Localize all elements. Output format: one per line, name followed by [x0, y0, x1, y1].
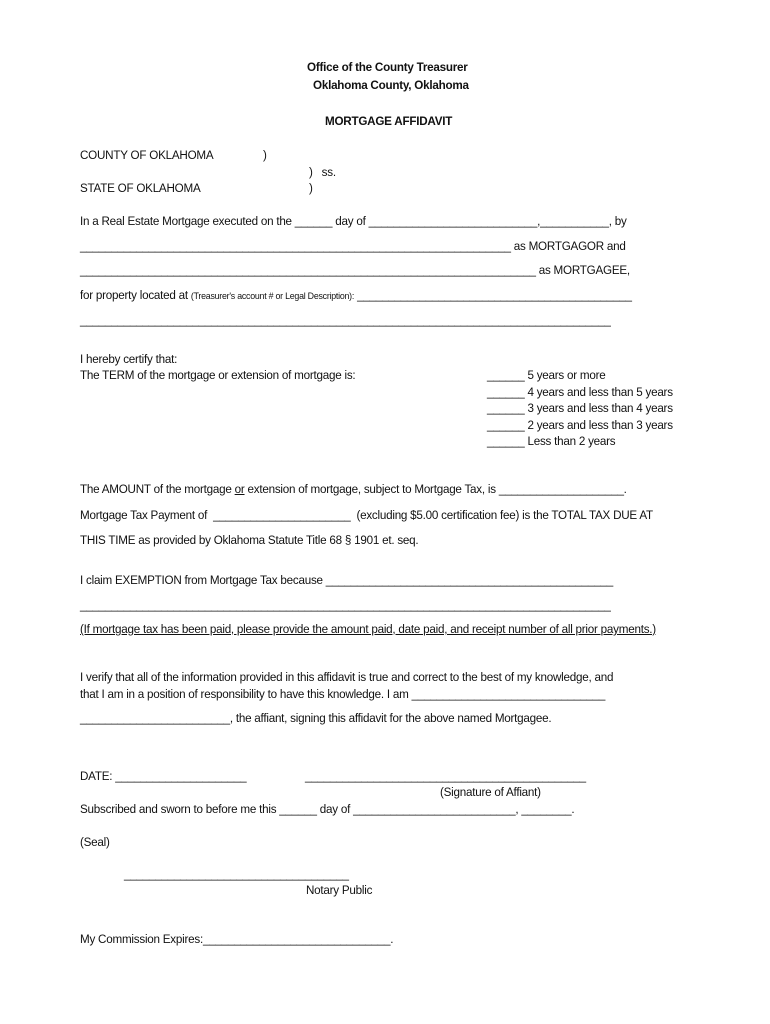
sworn-line: Subscribed and sworn to before me this ______ day of __________________________, ________.: [80, 802, 575, 816]
notary-signature-line: ____________________________________: [124, 867, 349, 881]
form-title: MORTGAGE AFFIDAVIT: [325, 114, 453, 128]
state-venue: STATE OF OKLAHOMA: [80, 181, 201, 195]
amount-line: [80, 482, 627, 497]
verify-line-1: I verify that all of the information provided in this affidavit is true and correct to the best of my knowledge, and: [80, 670, 614, 684]
mortgage-executed-line: In a Real Estate Mortgage executed on the ______ day of ___________________________,___________, by: [80, 214, 627, 228]
term-option: ______ 5 years or more: [487, 368, 606, 382]
exemption-line-2: _____________________________________________________________________________________: [80, 598, 611, 612]
term-option: ______ 2 years and less than 3 years: [487, 418, 673, 432]
property-line: [80, 288, 632, 303]
mortgagor-line: _____________________________________________________________________ as MORTGAGOR and: [80, 239, 626, 253]
prior-payment-note: (If mortgage tax has been paid, please provide the amount paid, date paid, and receipt number of all prior payments.): [80, 622, 656, 636]
term-option: ______ 4 years and less than 5 years: [487, 385, 673, 399]
term-option: ______ Less than 2 years: [487, 434, 616, 448]
exemption-line: I claim EXEMPTION from Mortgage Tax because ______________________________________________: [80, 573, 613, 587]
county-title: Oklahoma County, Oklahoma: [313, 78, 469, 92]
amount-part-2: extension of mortgage, subject to Mortgage Tax, is ____________________.: [244, 482, 627, 496]
seal-label: (Seal): [80, 835, 110, 849]
mortgagee-line: _________________________________________________________________________ as MORTGAGEE,: [80, 263, 630, 277]
venue-ss: ) ss.: [309, 165, 336, 179]
statute-line: THIS TIME as provided by Oklahoma Statute Title 68 § 1901 et. seq.: [80, 533, 419, 547]
affiant-signature-label: (Signature of Affiant): [440, 785, 541, 799]
property-small-label: (Treasurer's account # or Legal Description):: [190, 290, 355, 301]
county-venue: COUNTY OF OKLAHOMA: [80, 148, 214, 162]
affiant-signature-line: _____________________________________________: [305, 769, 586, 783]
office-title: Office of the County Treasurer: [307, 60, 468, 74]
commission-expires-line: My Commission Expires:______________________________.: [80, 932, 394, 946]
property-prefix: for property located at: [80, 288, 191, 302]
certify-intro: I hereby certify that:: [80, 352, 178, 366]
verify-line-2: that I am in a position of responsibility to have this knowledge. I am _______________________________: [80, 687, 606, 701]
term-label: The TERM of the mortgage or extension of mortgage is:: [80, 368, 356, 382]
property-blank: ____________________________________________: [354, 288, 632, 302]
property-line-2: _____________________________________________________________________________________: [80, 313, 611, 327]
amount-or: or: [234, 482, 245, 496]
date-line: DATE: _____________________: [80, 769, 247, 783]
amount-part-1: The AMOUNT of the mortgage: [80, 482, 235, 496]
venue-paren-1: ): [263, 148, 267, 162]
notary-label: Notary Public: [306, 883, 373, 897]
term-option: ______ 3 years and less than 4 years: [487, 401, 673, 415]
venue-paren-2: ): [309, 181, 313, 195]
verify-line-3: ________________________, the affiant, signing this affidavit for the above named Mortgagee.: [80, 711, 552, 725]
tax-payment-line: Mortgage Tax Payment of ______________________ (excluding $5.00 certification fee) is the TOTAL TAX DUE AT: [80, 508, 653, 522]
